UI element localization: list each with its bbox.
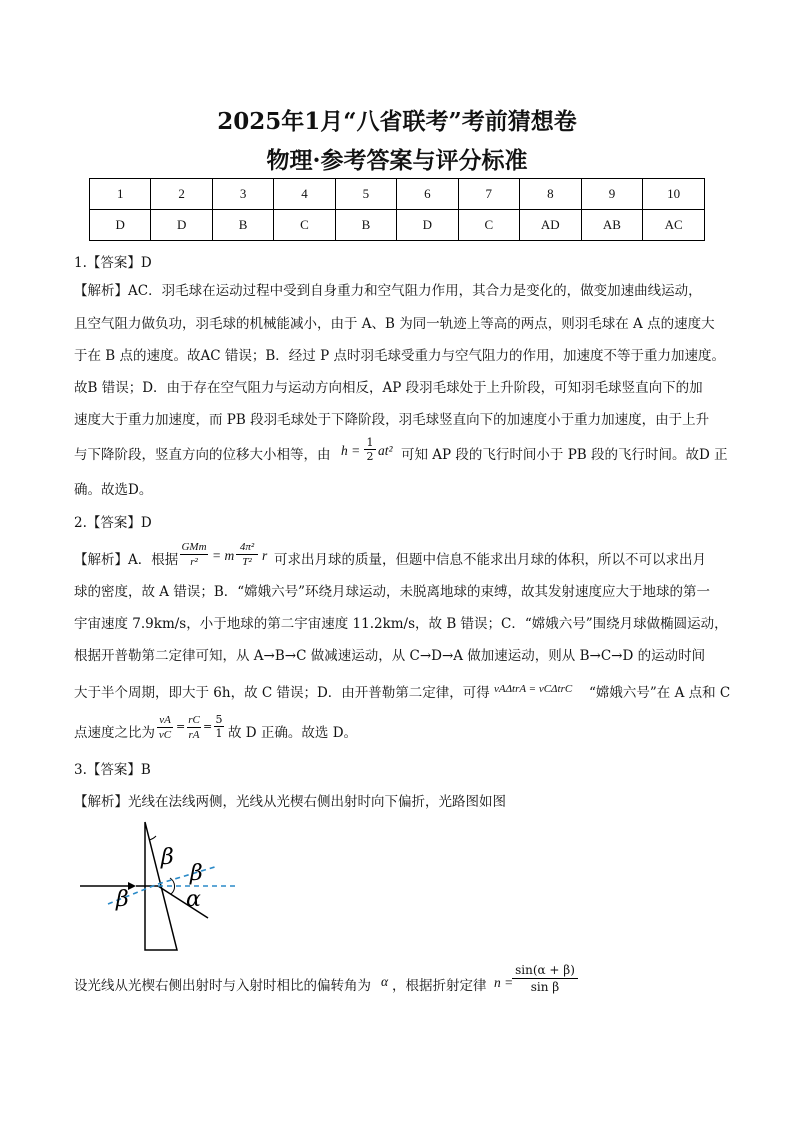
answer-cell: C bbox=[274, 210, 335, 241]
q2-fraction-vratio: $\frac{vA}{vC}$ bbox=[158, 714, 172, 741]
page-subtitle: 物理·参考答案与评分标准 bbox=[266, 147, 528, 174]
q2-line-6a: 点速度之比为 bbox=[74, 725, 155, 741]
q2-eq-m: = m bbox=[212, 548, 235, 563]
q2-fraction-gmm: GMm r² bbox=[181, 541, 207, 568]
label-beta-top: β bbox=[161, 845, 174, 870]
q2-eq-1: = bbox=[176, 720, 186, 733]
answer-table bbox=[89, 178, 705, 241]
q1-formula-at2: at² bbox=[378, 443, 393, 458]
q2-line-6b: 故 D 正确。故选 D。 bbox=[228, 725, 358, 741]
q3-line-1: 【解析】光线在法线两侧，光线从光楔右侧出射时向下偏折，光路图如图 bbox=[74, 794, 506, 810]
label-beta-right: β bbox=[190, 861, 203, 886]
question-number-cell: 9 bbox=[581, 179, 643, 210]
angle-arc-top bbox=[149, 836, 156, 840]
q2-line-1a: 【解析】A．根据 bbox=[74, 552, 179, 568]
answer-cell: AD bbox=[520, 210, 582, 241]
arrow-head-icon bbox=[128, 882, 136, 890]
q1-line-4: 故B 错误；D．由于存在空气阻力与运动方向相反，AP 段羽毛球处于上升阶段，可知羽毛球竖直向下的加 bbox=[74, 380, 703, 396]
question-number-cell: 4 bbox=[274, 179, 335, 210]
answer-table-answer-row bbox=[90, 210, 705, 241]
q1-line-6d: 可知 AP 段的飞行时间小于 PB 段的飞行时间。故D 正 bbox=[401, 447, 728, 463]
q2-fraction-rratio: $\frac{rC}{rA}$ bbox=[188, 714, 200, 741]
question-number-cell: 3 bbox=[212, 179, 273, 210]
answer-cell: B bbox=[212, 210, 273, 241]
answer-cell: AB bbox=[581, 210, 643, 241]
q3-line-2b: ，根据折射定律 bbox=[392, 978, 487, 994]
q2-r: r bbox=[262, 548, 268, 563]
q2-eq-2: = bbox=[203, 720, 213, 733]
q2-fraction-5-1: $\frac{5}{1}$ bbox=[215, 713, 223, 740]
q2-line-2: 球的密度，故 A 错误；B．“嫦娥六号”环绕月球运动，未脱离地球的束缚，故其发射速度应大于地球的第一 bbox=[74, 584, 711, 600]
q1-fraction-half: $\frac{1}{2}$ bbox=[364, 436, 376, 463]
question-number-cell: 7 bbox=[458, 179, 519, 210]
answer-cell: AC bbox=[643, 210, 705, 241]
label-alpha: α bbox=[186, 887, 201, 912]
q1-line-1: 【解析】AC．羽毛球在运动过程中受到自身重力和空气阻力作用，其合力是变化的，做变加速曲线运动， bbox=[74, 283, 702, 299]
question-number-cell: 2 bbox=[151, 179, 212, 210]
q1-line-5: 速度大于重力加速度，而 PB 段羽毛球处于下降阶段，羽毛球竖直向下的加速度小于重力加速度，由于上升 bbox=[74, 412, 710, 428]
q1-line-3: 于在 B 点的速度。故AC 错误；B．经过 P 点时羽毛球受重力与空气阻力的作用，加速度不等于重力加速度。 bbox=[74, 348, 725, 364]
q1-line-2: 且空气阻力做负功，羽毛球的机械能减小，由于 A、B 为同一轨迹上等高的两点，则羽毛球在 A 点的速度大 bbox=[74, 316, 715, 332]
q1-line-6a: 与下降阶段，竖直方向的位移大小相等，由 bbox=[74, 447, 331, 463]
answer-table-number-row bbox=[90, 179, 705, 210]
q1-line-7: 确。故选D。 bbox=[74, 482, 153, 498]
q1-formula-h: h = bbox=[341, 443, 361, 458]
q2-fraction-4pi2: $\frac{\text{4π²}}{\text{T²}}$ bbox=[236, 540, 258, 569]
label-beta-left: β bbox=[116, 887, 129, 912]
q2-kepler-formula: vAΔtrA = vCΔtrC bbox=[494, 683, 573, 695]
question-number-cell: 8 bbox=[520, 179, 582, 210]
q3-snell-fraction: $\frac{\sin(\alpha + \beta)}{\text{sin β}}$ bbox=[512, 962, 578, 995]
question-number-cell: 10 bbox=[643, 179, 705, 210]
q2-line-5a: 大于半个周期，即大于 6h，故 C 错误；D．由开普勒第二定律，可得 bbox=[74, 685, 490, 701]
page-title: 2025年1月“八省联考”考前猜想卷 bbox=[217, 108, 577, 135]
q3-line-2a: 设光线从光楔右侧出射时与入射时相比的偏转角为 bbox=[74, 978, 371, 994]
q2-answer-head: 2.【答案】D bbox=[74, 515, 152, 531]
q3-answer-head: 3.【答案】B bbox=[74, 762, 151, 778]
question-number-cell: 5 bbox=[335, 179, 396, 210]
answer-cell: B bbox=[335, 210, 396, 241]
answer-cell: C bbox=[458, 210, 519, 241]
q2-line-3: 宇宙速度 7.9km/s，小于地球的第二宇宙速度 11.2km/s，故 B 错误；C．“嫦娥六号”围绕月球做椭圆运动， bbox=[74, 616, 728, 632]
answer-cell: D bbox=[151, 210, 212, 241]
answer-cell: D bbox=[397, 210, 458, 241]
answer-cell: D bbox=[90, 210, 151, 241]
question-number-cell: 6 bbox=[397, 179, 458, 210]
q2-line-1b: 可求出月球的质量，但题中信息不能求出月球的体积，所以不可以求出月 bbox=[274, 552, 706, 568]
light-path-diagram bbox=[70, 818, 240, 958]
q2-line-4: 根据开普勒第二定律可知，从 A→B→C 做减速运动，从 C→D→A 做加速运动，则从 B→C→D 的运动时间 bbox=[74, 648, 706, 664]
q3-n-eq: n = bbox=[494, 975, 514, 990]
question-number-cell: 1 bbox=[90, 179, 151, 210]
q3-alpha: α bbox=[381, 974, 389, 989]
q1-answer-head: 1.【答案】D bbox=[74, 255, 152, 271]
q2-line-5b: “嫦娥六号”在 A 点和 C bbox=[589, 685, 731, 701]
